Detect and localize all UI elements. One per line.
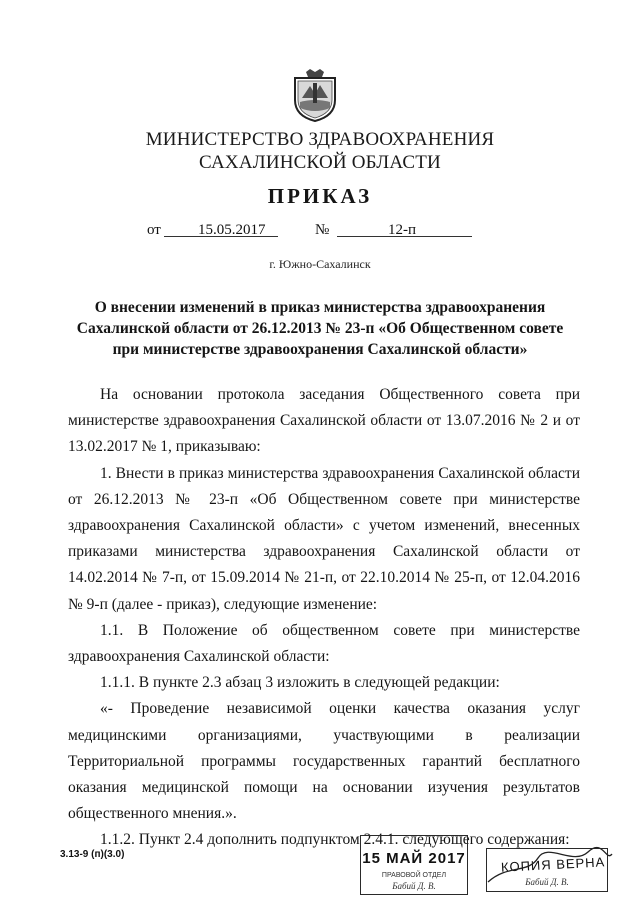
document-type: ПРИКАЗ [267, 184, 373, 208]
ministry-name [0, 128, 640, 174]
paragraph-item-1: 1. Внести в приказ министерства здравоохранения Сахалинской области от 26.12.2013 № 23-п «Об Общественном совете при министерстве здравоохранения Сахалинской области» с учетом изменений, внесенных приказами министерства здравоохранения Сахалинской области от 14.02.2014 № 7-п, от 15.09.2014 № 21-п, от 22.10.2014 № 25-п, от 12.04.2016 № 9-п (далее - приказ), следующие изменение: [68, 464, 580, 613]
ministry-line-1: МИНИСТЕРСТВО ЗДРАВООХРАНЕНИЯ [145, 129, 495, 150]
document-code: 3.13-9 (п)(3.0) [60, 849, 125, 860]
signature-scribble [478, 844, 618, 894]
date-prefix: от [147, 222, 161, 238]
stamp-signer: Бабий Д. В. [392, 881, 436, 891]
stamp-date: 15 МАЙ 2017 [362, 850, 466, 867]
order-date: 15.05.2017 [198, 222, 266, 238]
paragraph-item-1-1-2: 1.1.2. Пункт 2.4 дополнить подпунктом 2.4.1. следующего содержания: [100, 831, 570, 849]
registration-stamp [360, 835, 468, 895]
city-label: г. Южно-Сахалинск [269, 257, 371, 271]
stamp-department: ПРАВОВОЙ ОТДЕЛ [381, 872, 447, 879]
paragraph-basis: На основании протокола заседания Общественного совета при министерстве здравоохранения Сахалинской области от 13.07.2016 № 2 и от 13.02.2017 № 1, приказываю: [68, 386, 580, 456]
copy-signer: Бабий Д. В. [525, 877, 569, 887]
copy-label: КОПИЯ ВЕРНА [500, 854, 606, 875]
coat-of-arms-icon [292, 68, 338, 122]
order-number: 12-п [388, 222, 417, 238]
paragraph-item-1-1-1: 1.1.1. В пункте 2.3 абзац 3 изложить в следующей редакции: [100, 674, 500, 692]
ministry-line-2: САХАЛИНСКОЙ ОБЛАСТИ [199, 152, 441, 173]
paragraph-quote: «- Проведение независимой оценки качества оказания услуг медицинскими организациями, участвующими в реализации Территориальной программы государственных гарантий бесплатного оказания медицинской помощи на основании изучения результатов общественного мнения.». [68, 700, 580, 823]
order-body [68, 382, 580, 854]
number-prefix: № [315, 222, 330, 238]
order-title: О внесении изменений в приказ министерства здравоохранения Сахалинской области от 26.12.2013 № 23-п «Об Общественном совете при министерстве здравоохранения Сахалинской области» [76, 299, 564, 358]
paragraph-item-1-1: 1.1. В Положение об общественном совете при министерстве здравоохранения Сахалинской области: [68, 621, 580, 666]
